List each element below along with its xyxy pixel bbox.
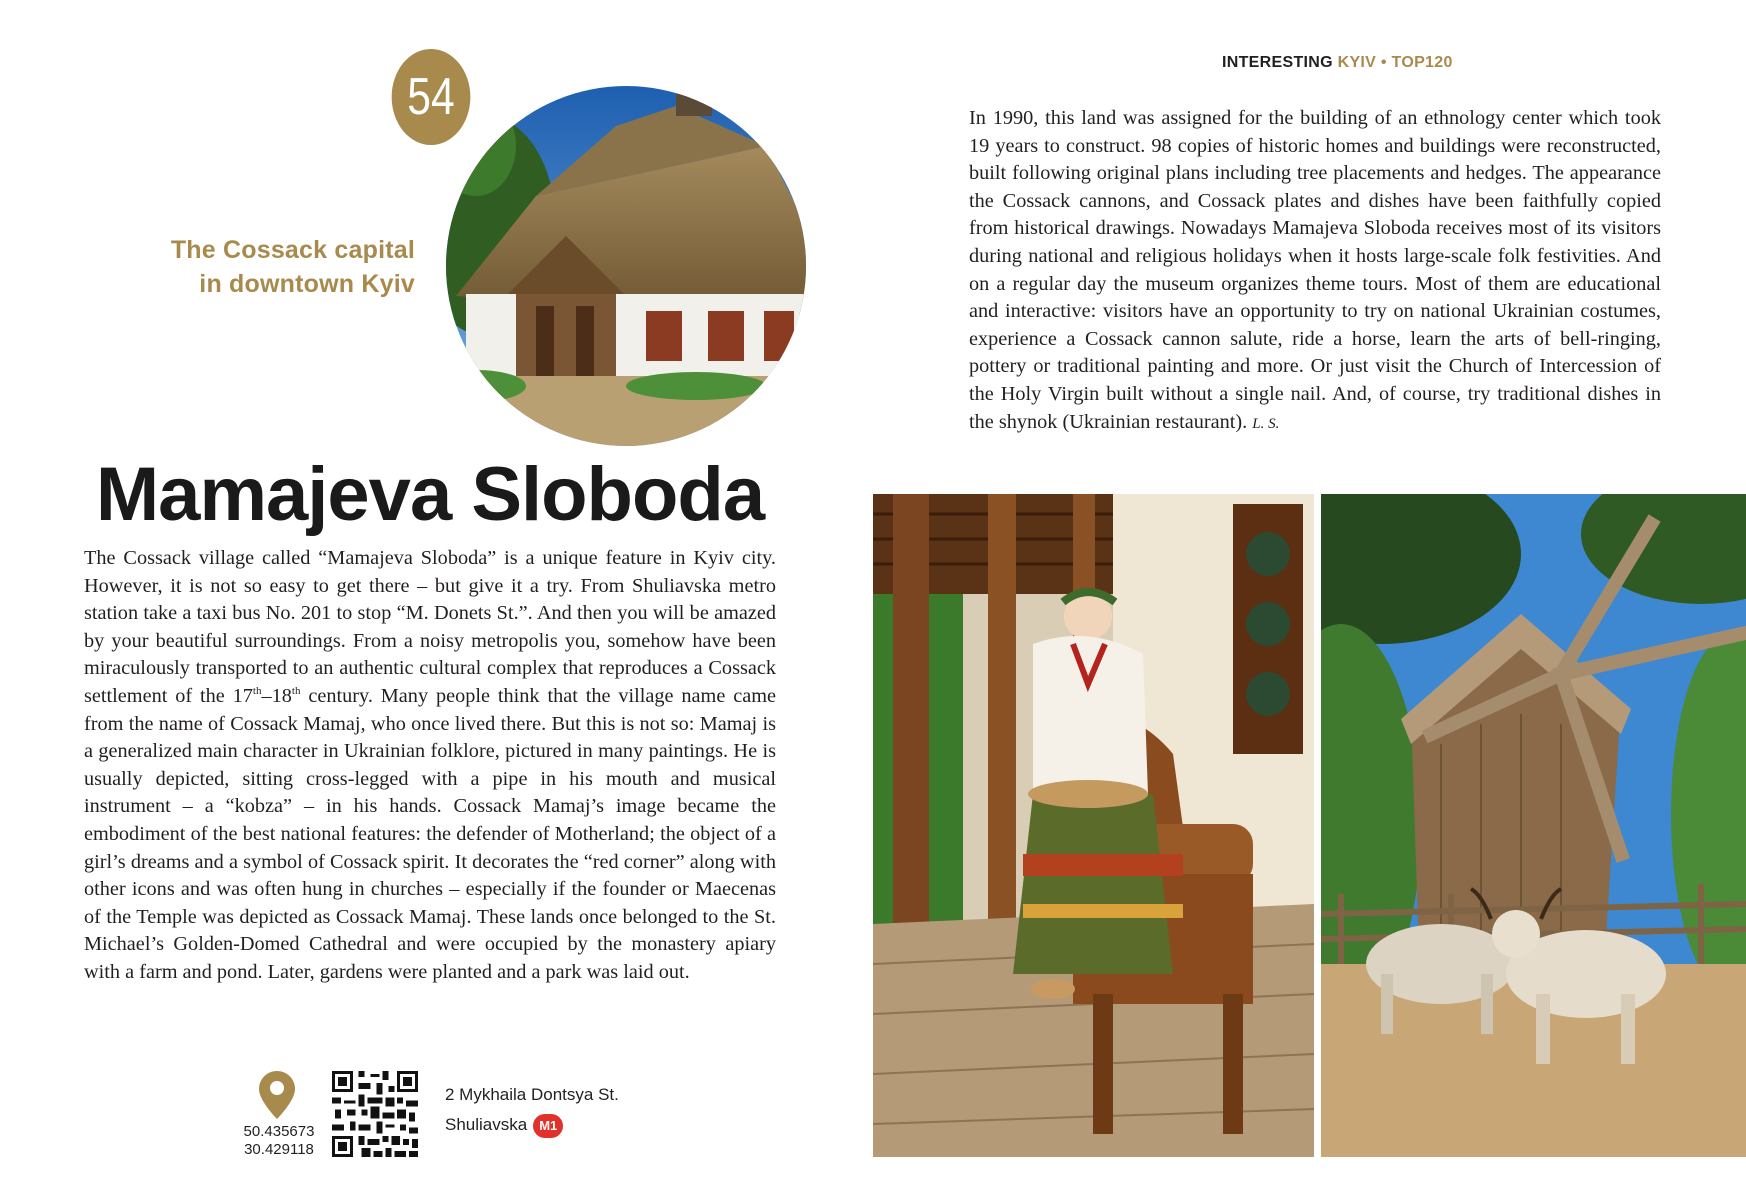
metro-station-row: [445, 1110, 619, 1140]
gps-coordinates: [233, 1123, 325, 1159]
right-text-body: In 1990, this land was assigned for the building of an ethnology center which took 19 years to construct. 98 copies of historic homes and buildings were reconstructed, built following original plans including tree placements and hedges. The appearance the Cossack cannons, and Cossack plates and dishes have been faithfully copied from historical drawings. Nowadays Mamajeva Sloboda receives most of its visitors during national and religious holidays when it hosts large-scale folk festivities. And on a regular day the museum organizes theme tours. Most of them are educational and interactive: visitors have an opportunity to try on national Ukrainian costumes, experience a Cossack cannon salute, ride a horse, learn the arts of bell-ringing, pottery or traditional painting and more. Or just visit the Church of Intercession of the Holy Virgin built without a single nail. And, of course, try traditional dishes in the shynok (Ukrainian restaurant).: [969, 107, 1661, 433]
subtitle-line-2: in downtown Kyiv: [199, 270, 415, 298]
main-article-text: [84, 545, 776, 987]
right-article-text: [969, 105, 1661, 438]
address-block: [445, 1080, 619, 1140]
metro-station-name: Shuliavska: [445, 1115, 528, 1134]
windmill-oxen-photo: [1321, 494, 1746, 1157]
header-prefix: INTERESTING: [1222, 54, 1338, 71]
author-initials: L. S.: [1252, 415, 1280, 432]
subtitle: [150, 233, 415, 301]
cossack-house-photo: [446, 86, 806, 446]
latitude: 50.435673: [243, 1123, 315, 1140]
street-address: 2 Mykhaila Dontsya St.: [445, 1085, 619, 1104]
qr-code[interactable]: [332, 1071, 418, 1157]
main-text-part-2: –18: [261, 684, 292, 707]
porch-woman-illustration: [873, 494, 1314, 1157]
ordinal-suffix-1: th: [252, 685, 262, 698]
running-header: [1222, 54, 1453, 72]
subtitle-line-1: The Cossack capital: [170, 236, 415, 264]
location-pin-icon: [259, 1071, 295, 1119]
header-city: KYIV: [1337, 54, 1377, 71]
ordinal-suffix-2: th: [291, 685, 301, 698]
windmill-oxen-illustration: [1321, 494, 1746, 1157]
longitude: 30.429118: [244, 1141, 314, 1158]
main-text-part-1: The Cossack village called “Mamajeva Sloboda” is a unique feature in Kyiv city. However, it is not so easy to get there – but give it a try. From Shuliavska metro station take a taxi bus No. 201 to stop “M. Donets St.”. And then you will be amazed by your beautiful surroundings. From a noisy metropolis you, somehow have been miraculously transported to an authentic cultural complex that reproduces a Cossack settlement of the 17: [84, 547, 776, 707]
header-suffix: • TOP120: [1376, 54, 1453, 71]
main-text-part-3: century. Many people think that the village name came from the name of Cossack Mamaj, who once lived there. But this is not so: Mamaj is a generalized main character in Ukrainian folklore, pictured in many paintings. He is usually depicted, sitting cross-legged with a pipe in his mouth and musical instrument – a “kobza” – in his hands. Cossack Mamaj’s image became the embodiment of the best national features: the defender of Motherland; the object of a girl’s dreams and a symbol of Cossack spirit. It decorates the “red corner” along with other icons and was often hung in churches – especially if the founder or Maecenas of the Temple was depicted as Cossack Mamaj. These lands once belonged to the St. Michael’s Golden-Domed Cathedral and were occupied by the monastery apiary with a farm and pond. Later, gardens were planted and a park was laid out.: [84, 684, 776, 983]
page-number-badge: 54: [392, 49, 471, 145]
metro-line-badge: M1: [533, 1114, 563, 1138]
thatched-house-illustration: [446, 86, 806, 446]
page-title: Mamajeva Sloboda: [95, 452, 765, 537]
porch-woman-photo: [873, 494, 1314, 1157]
